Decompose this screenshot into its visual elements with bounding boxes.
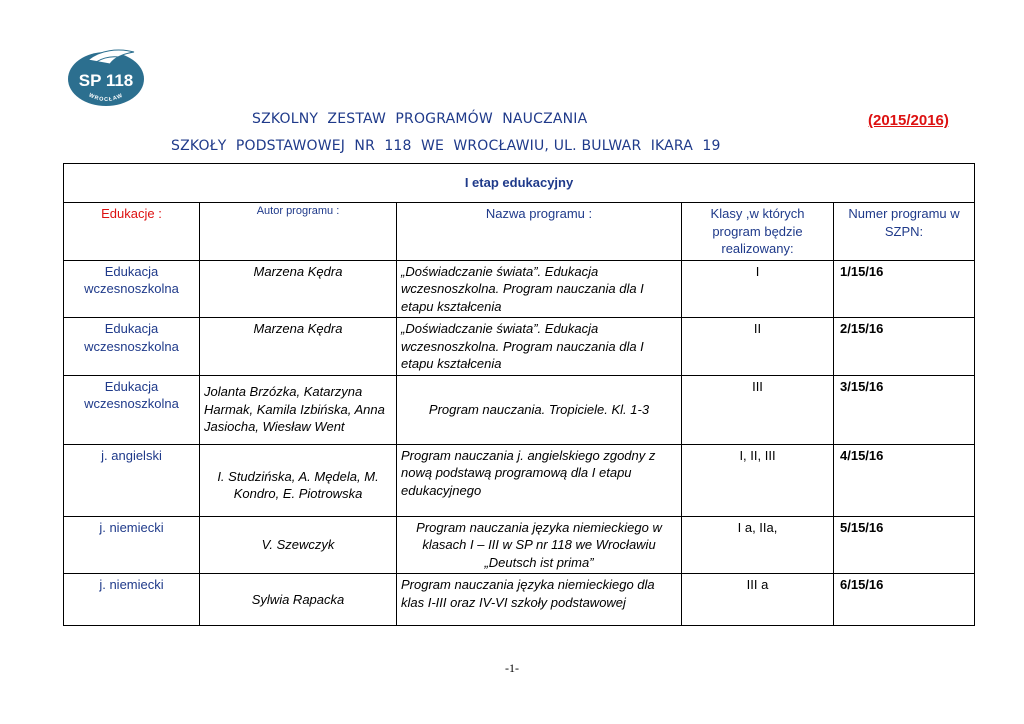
cell-number: 3/15/16 <box>834 375 975 444</box>
header-number: Numer programu w SZPN: <box>834 203 975 261</box>
cell-classes: I <box>682 260 834 318</box>
cell-number: 2/15/16 <box>834 318 975 376</box>
cell-classes: I, II, III <box>682 444 834 516</box>
cell-number: 4/15/16 <box>834 444 975 516</box>
table-row <box>64 444 975 516</box>
cell-education: Edukacja wczesnoszkolna <box>64 375 200 444</box>
cell-program: Program nauczania języka niemieckiego dla klas I-III oraz IV-VI szkoły podstawowej <box>397 574 682 626</box>
cell-classes: III <box>682 375 834 444</box>
cell-education: j. niemiecki <box>64 516 200 574</box>
stage-title: I etap edukacyjny <box>64 164 975 203</box>
logo-text: SP 118 <box>78 71 134 90</box>
logo-subtext: WROCŁAW <box>87 92 125 104</box>
school-name: SZKOŁY PODSTAWOWEJ NR 118 WE WROCŁAWIU, UL. BULWAR IKARA 19 <box>171 138 721 154</box>
header-education: Edukacje : <box>64 203 200 261</box>
cell-program: „Doświadczanie świata”. Edukacja wczesnoszkolna. Program nauczania dla I etapu kształcenia <box>397 260 682 318</box>
school-year: (2015/2016) <box>868 112 949 129</box>
cell-program: Program nauczania języka niemieckiego w klasach I – III w SP nr 118 we Wrocławiu „Deutsch ist prima” <box>397 516 682 574</box>
header-program: Nazwa programu : <box>397 203 682 261</box>
cell-number: 6/15/16 <box>834 574 975 626</box>
header-author: Autor programu : <box>200 203 397 261</box>
cell-author: I. Studzińska, A. Mędela, M. Kondro, E. Piotrowska <box>200 444 397 516</box>
table-row <box>64 574 975 626</box>
table-row <box>64 516 975 574</box>
cell-author: Sylwia Rapacka <box>200 574 397 626</box>
school-logo <box>66 46 146 108</box>
cell-author: Marzena Kędra <box>200 318 397 376</box>
cell-program: Program nauczania j. angielskiego zgodny z nową podstawą programową dla I etapu edukacyjnego <box>397 444 682 516</box>
cell-number: 5/15/16 <box>834 516 975 574</box>
page-number: -1- <box>505 661 519 675</box>
cell-classes: II <box>682 318 834 376</box>
cell-education: j. angielski <box>64 444 200 516</box>
header-classes: Klasy ,w których program będzie realizowany: <box>682 203 834 261</box>
cell-program: Program nauczania. Tropiciele. Kl. 1-3 <box>397 375 682 444</box>
cell-education: Edukacja wczesnoszkolna <box>64 260 200 318</box>
table-row <box>64 375 975 444</box>
cell-education: j. niemiecki <box>64 574 200 626</box>
cell-education: Edukacja wczesnoszkolna <box>64 318 200 376</box>
table-row <box>64 318 975 376</box>
cell-author: Marzena Kędra <box>200 260 397 318</box>
cell-author: Jolanta Brzózka, Katarzyna Harmak, Kamila Izbińska, Anna Jasiocha, Wiesław Went <box>200 375 397 444</box>
cell-author: V. Szewczyk <box>200 516 397 574</box>
cell-program: „Doświadczanie świata”. Edukacja wczesnoszkolna. Program nauczania dla I etapu kształcenia <box>397 318 682 376</box>
cell-classes: III a <box>682 574 834 626</box>
program-table <box>63 163 975 626</box>
document-title: SZKOLNY ZESTAW PROGRAMÓW NAUCZANIA <box>252 111 588 127</box>
table-row <box>64 260 975 318</box>
cell-classes: I a, IIa, <box>682 516 834 574</box>
cell-number: 1/15/16 <box>834 260 975 318</box>
